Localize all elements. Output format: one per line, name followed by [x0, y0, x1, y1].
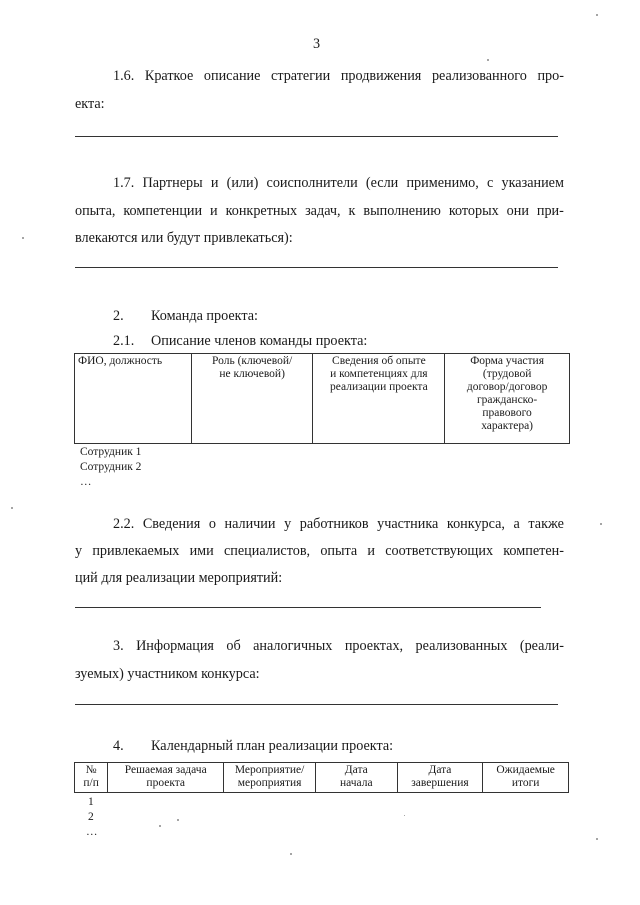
plan-row-ellipsis: …: [86, 826, 98, 838]
team-table: [74, 353, 570, 444]
word: также: [528, 516, 564, 532]
word: работников: [299, 516, 369, 532]
section-4-number: 4.: [113, 738, 124, 754]
section-2-1-title: Описание членов команды проекта:: [151, 333, 368, 349]
word: соисполнители: [266, 175, 358, 191]
plan-row-1: 1: [88, 796, 94, 808]
word: к: [348, 203, 356, 219]
word: 1.7.: [113, 175, 135, 191]
plan-header-end-date: [397, 763, 483, 793]
section-1-7-line-2: [75, 203, 564, 220]
plan-header-start-date: [315, 763, 397, 793]
word: при-: [536, 203, 564, 219]
scan-speck: [487, 59, 489, 61]
word: проектах,: [344, 638, 404, 654]
word: о: [208, 516, 216, 532]
scan-speck: [596, 838, 598, 840]
section-1-6-line-1: [113, 68, 564, 85]
word: (реали-: [519, 638, 564, 654]
word: ими: [189, 543, 214, 559]
word: описание: [203, 68, 261, 84]
word: а: [513, 516, 520, 532]
word: и: [367, 543, 376, 559]
word: опыта,: [75, 203, 116, 219]
word: Партнеры: [142, 175, 203, 191]
team-header-experience: [313, 354, 445, 444]
team-header-experience-text: Сведения об опыте и компетенциях для реализации проекта: [330, 355, 428, 393]
scan-speck: [290, 853, 292, 855]
section-2-2-line-1: [113, 516, 564, 533]
word: выполнению: [363, 203, 441, 219]
answer-line-1-6: [75, 136, 558, 137]
section-1-7-line-1: [113, 175, 564, 192]
word: с: [487, 175, 494, 191]
team-row-1: Сотрудник 1: [80, 446, 142, 458]
team-row-2: Сотрудник 2: [80, 461, 142, 473]
word: 2.2.: [113, 516, 135, 532]
word: (или): [226, 175, 259, 191]
answer-line-2-2: [75, 607, 541, 608]
word: про-: [537, 68, 564, 84]
scan-speck: [11, 507, 13, 509]
team-header-participation: [445, 354, 570, 444]
plan-table: [74, 762, 569, 793]
word: Краткое: [144, 68, 194, 84]
team-row-ellipsis: …: [80, 476, 92, 488]
word: применимо,: [406, 175, 479, 191]
plan-header-activity-text: Мероприятие/ мероприятия: [234, 764, 305, 789]
word: конкурса,: [446, 516, 505, 532]
section-4-title: Календарный план реализации проекта:: [151, 738, 394, 754]
team-header-name-text: ФИО, должность: [78, 355, 163, 367]
word: продвижения: [340, 68, 422, 84]
plan-header-start-date-text: Дата начала: [339, 764, 373, 789]
plan-header-results-text: Ожидаемые итоги: [496, 764, 555, 789]
team-header-participation-text: Форма участия (трудовой договор/договор гражданско- правового характера): [466, 355, 548, 432]
plan-row-2: 2: [88, 811, 94, 823]
plan-header-number: [75, 763, 108, 793]
section-2-1-number: 2.1.: [113, 333, 135, 349]
word: конкретных: [225, 203, 298, 219]
team-header-name: [75, 354, 192, 444]
word: задач,: [305, 203, 341, 219]
section-1-6-line-2: екта:: [75, 96, 105, 112]
section-3-line-2: зуемых) участником конкурса:: [75, 666, 260, 682]
scan-speck: [600, 523, 602, 525]
word: Информация: [136, 638, 214, 654]
section-2-number: 2.: [113, 308, 124, 324]
team-table-header-row: [75, 354, 570, 444]
word: и: [210, 175, 219, 191]
answer-line-1-7: [75, 267, 558, 268]
word: об: [226, 638, 241, 654]
word: которых: [448, 203, 499, 219]
word: и: [210, 203, 218, 219]
team-header-role: [191, 354, 313, 444]
scan-speck: [22, 237, 24, 239]
word: компетенции: [123, 203, 203, 219]
word: соответствующих: [385, 543, 494, 559]
section-2-2-line-2: [75, 543, 564, 560]
word: участника: [377, 516, 439, 532]
scan-speck: [404, 815, 405, 816]
word: (если: [365, 175, 399, 191]
scan-speck: [177, 819, 179, 821]
plan-header-task-text: Решаемая задача проекта: [124, 764, 207, 789]
word: реализованного: [431, 68, 527, 84]
word: опыта: [320, 543, 358, 559]
word: у: [75, 543, 83, 559]
word: компетен-: [503, 543, 564, 559]
plan-header-task: [108, 763, 224, 793]
word: у: [284, 516, 292, 532]
section-2-2-line-3: ций для реализации мероприятий:: [75, 570, 283, 586]
section-1-7-line-3: влекаются или будут привлекаться):: [75, 230, 293, 246]
word: аналогичных: [253, 638, 333, 654]
word: реализованных: [415, 638, 508, 654]
word: привлекаемых: [92, 543, 180, 559]
word: указанием: [501, 175, 564, 191]
word: стратегии: [271, 68, 331, 84]
plan-table-header-row: [75, 763, 569, 793]
word: 1.6.: [113, 68, 135, 84]
word: 3.: [113, 638, 124, 654]
word: специалистов,: [223, 543, 311, 559]
word: они: [506, 203, 529, 219]
answer-line-3: [75, 704, 558, 705]
plan-header-activity: [224, 763, 316, 793]
plan-header-results: [483, 763, 569, 793]
page-number: 3: [313, 36, 321, 52]
plan-header-end-date-text: Дата завершения: [411, 764, 469, 789]
plan-header-number-text: № п/п: [83, 764, 99, 789]
word: Сведения: [142, 516, 201, 532]
scan-speck: [596, 14, 598, 16]
scan-speck: [159, 825, 161, 827]
section-2-title: Команда проекта:: [151, 308, 258, 324]
section-3-line-1: [113, 638, 564, 655]
team-header-role-text: Роль (ключевой/ не ключевой): [212, 355, 293, 380]
word: наличии: [224, 516, 276, 532]
